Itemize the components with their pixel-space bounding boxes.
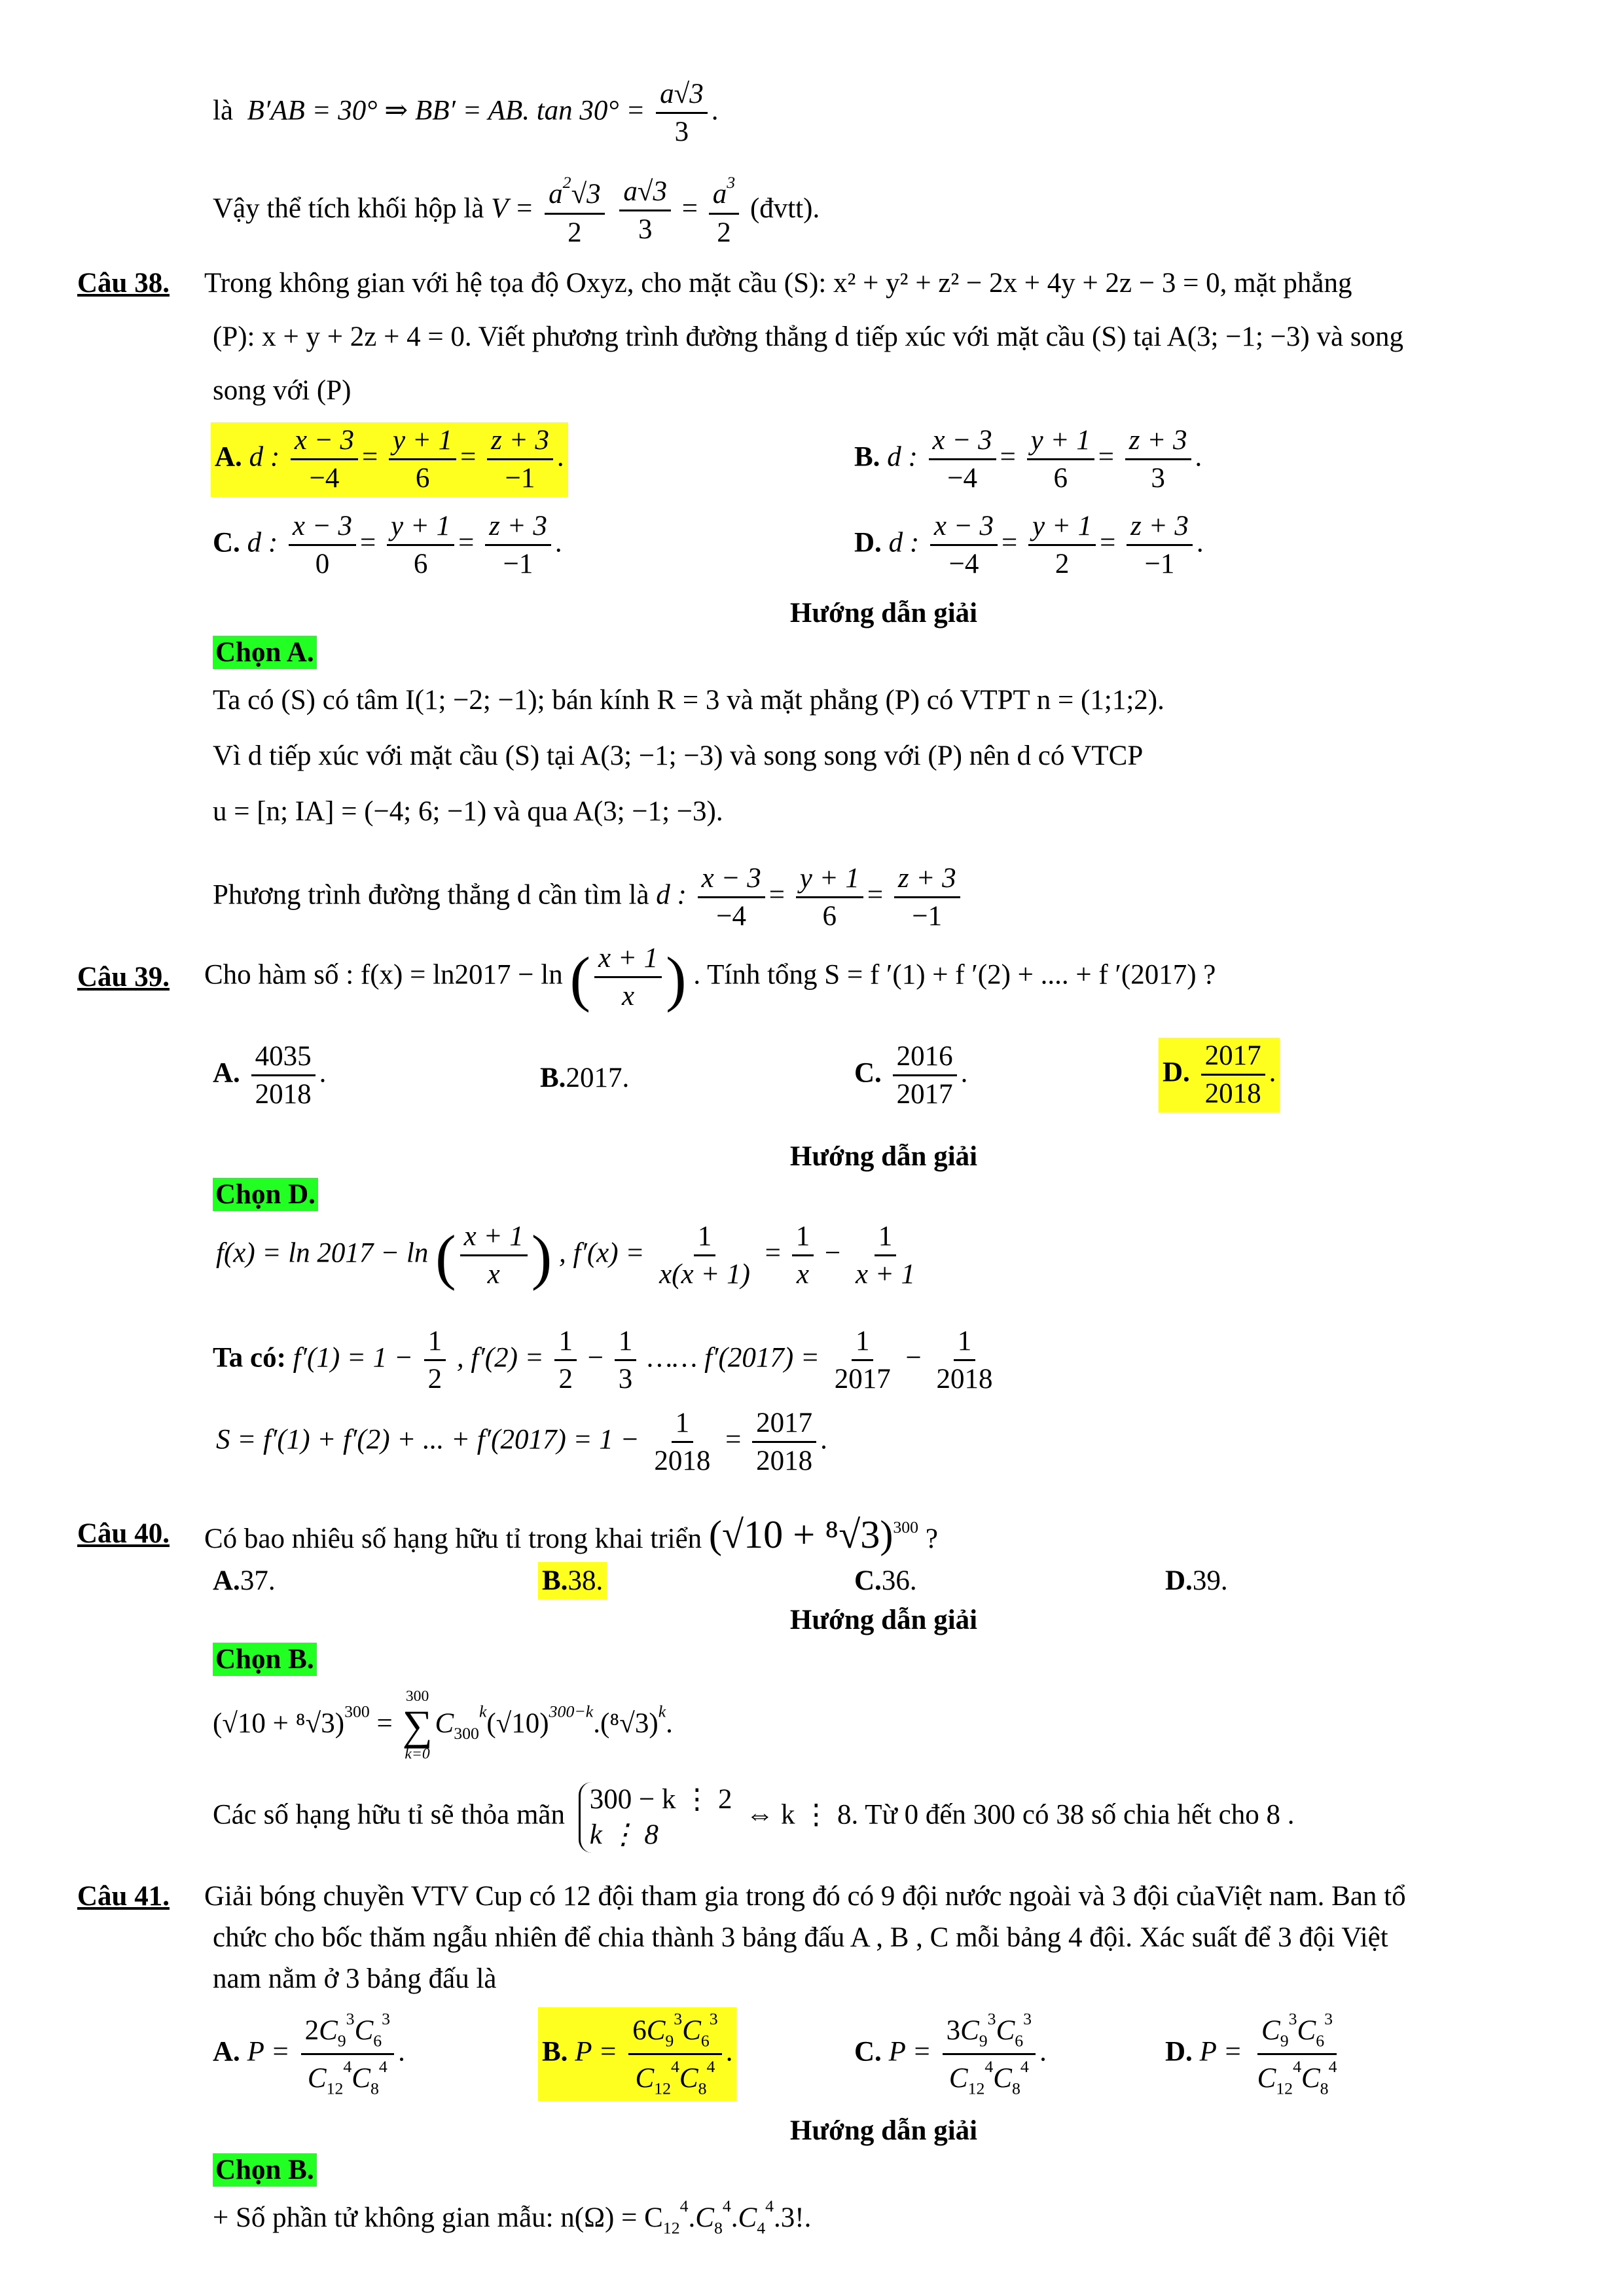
sum-symbol: 300 ∑ k=0 (402, 1688, 433, 1763)
q41-chosen (213, 2154, 317, 2186)
q39-sol-1: f(x) = ln 2017 − ln ( $\frac{x + 1}{x}$ ) , f′(x) = $\frac{1}{x(x + 1)}$ = $\frac{1}{x}$ − $\frac{1}{x + 1}$ (216, 1221, 916, 1292)
q40-text-main: Có bao nhiêu số hạng hữu tỉ trong khai triển (204, 1523, 702, 1554)
intro-fraction (656, 79, 708, 148)
q38c-n2: y + 1 (387, 511, 454, 546)
q40-sys-2: k ⋮ 8 (589, 1819, 659, 1850)
q38a-n3: z + 3 (487, 425, 553, 460)
q39-sol-2-b: , f′(2) = (456, 1342, 544, 1374)
q38-option-c-prefix: d : (247, 527, 278, 558)
q40-chosen (213, 1643, 317, 1675)
q38-option-d-prefix: d : (888, 527, 920, 558)
q38a-n2: y + 1 (389, 425, 456, 460)
q38-chosen (213, 636, 317, 668)
q41-option-c-letter: C. (854, 2036, 882, 2068)
q41-option-a[interactable]: A. P = $\frac{2C_9^3C_6^3}{C_{12}^4C_8^4}$ . (213, 2009, 405, 2098)
q41-option-b-letter: B. (542, 2036, 568, 2068)
q39-label: Câu 39. (77, 962, 170, 993)
q38b-d1: −4 (947, 463, 977, 494)
q38-option-a-prefix: d : (249, 441, 280, 473)
q40-sol-1-tail2: .(⁸√3) (593, 1707, 659, 1739)
q40-option-b[interactable] (538, 1562, 607, 1599)
q38-sol-n3: z + 3 (894, 863, 960, 898)
q38-sol-4-prefix: d : (656, 879, 687, 911)
q39-option-b[interactable] (540, 1062, 629, 1094)
q40-label: Câu 40. (77, 1518, 170, 1549)
intro-prefix: là (213, 95, 234, 126)
q38-option-b-prefix: d : (887, 441, 918, 473)
q39-sol-2-a: f′(1) = 1 − (293, 1342, 413, 1374)
q38b-n1: x − 3 (929, 425, 996, 460)
q41-option-a-letter: A. (213, 2036, 240, 2068)
q41-text-1: Giải bóng chuyền VTV Cup có 12 đội tham gia trong đó có 9 đội nước ngoài và 3 đội củaViệt nam. Ban tổ (204, 1881, 1406, 1912)
q39-frac-den: x (622, 981, 635, 1012)
q41-label: Câu 41. (77, 1881, 170, 1912)
q40-sol-2-a: Các số hạng hữu tỉ sẽ thỏa mãn (213, 1799, 566, 1831)
q38b-n3: z + 3 (1125, 425, 1191, 460)
q38d-n3: z + 3 (1127, 511, 1193, 546)
intro-unit: (đvtt). (749, 192, 820, 224)
q39-sol-2: Ta có: f′(1) = 1 − $\frac{1}{2}$ , f′(2) = $\frac{1}{2}$ − $\frac{1}{3}$ …… f′(2017) = $\frac{1}{2017}$ − $\frac{1}{2018}$ (213, 1326, 993, 1395)
sum-bottom: k=0 (405, 1745, 430, 1763)
q38-sol-4-text: Phương trình đường thẳng d cần tìm là (213, 879, 649, 911)
intro-math: B′AB = 30° ⇒ BB′ = AB. tan 30° = (247, 95, 645, 126)
q41-chosen-label: Chọn B. (213, 2153, 317, 2187)
q38d-n1: x − 3 (930, 511, 998, 546)
q40-sol-2-b: ⇔ k ⋮ 8. Từ 0 đến 300 có 38 số chia hết cho 8 . (746, 1799, 1295, 1831)
sum-top: 300 (405, 1688, 429, 1705)
q38-sol-2: Vì d tiếp xúc với mặt cầu (S) tại A(3; −1; −3) và song song với (P) nên d có VTCP (213, 740, 1144, 771)
q38-option-a-letter: A. (215, 441, 242, 473)
q38-option-a[interactable]: A. d : $\frac{x - 3}{-4}$ = $\frac{y + 1}{6}$ = $\frac{z + 3}{-1}$ . (211, 422, 568, 497)
q39-sol-2-label: Ta có: (213, 1342, 286, 1374)
q39-option-d-letter: D. (1163, 1057, 1190, 1088)
q39-text-b: . Tính tổng S = f ′(1) + f ′(2) + .... + f ′(2017) ? (693, 959, 1216, 991)
q38d-d2: 2 (1055, 549, 1070, 580)
q39d-den: 2018 (1204, 1078, 1261, 1110)
q38-sol-d2: 6 (822, 901, 837, 932)
q38a-n1: x − 3 (291, 425, 358, 460)
q38a-d3: −1 (505, 463, 535, 494)
q39-option-c-letter: C. (854, 1057, 882, 1089)
q41-option-d-letter: D. (1165, 2036, 1193, 2068)
q40-tail: ? (925, 1523, 938, 1554)
q41-sol-1-tail: 3!. (780, 2202, 812, 2234)
q40-option-c[interactable] (854, 1565, 917, 1597)
q38b-d2: 6 (1053, 463, 1068, 494)
q40-sol-2 (213, 1782, 1294, 1853)
q40-option-b-letter: B. (542, 1565, 568, 1596)
q38-sol-n2: y + 1 (796, 863, 863, 898)
q40-sol-1-tail: (√10) (486, 1707, 549, 1739)
q39-option-a-letter: A. (213, 1057, 240, 1089)
q38-option-d-letter: D. (854, 527, 882, 558)
q39-chosen (213, 1178, 318, 1211)
q38c-d3: −1 (503, 549, 533, 580)
q39d-num: 2017 (1201, 1040, 1265, 1076)
q41-option-b[interactable]: B. P = $\frac{6C_9^3C_6^3}{C_{12}^4C_8^4}$ . (538, 2007, 736, 2101)
q38c-n1: x − 3 (289, 511, 356, 546)
q39-sol-1-b: , f′(x) = (559, 1237, 645, 1269)
q39-text-a: Cho hàm số : f(x) = ln2017 − ln (204, 959, 563, 991)
q39-sol-2-c: …… f′(2017) = (647, 1342, 820, 1374)
q39-sol-3-num: 2017 (752, 1408, 816, 1443)
q38-sol-d1: −4 (716, 901, 747, 932)
q39-text: Cho hàm số : f(x) = ln2017 − ln ( $\frac{x + 1}{x}$ ) . Tính tổng S = f ′(1) + f ′(2) + .... + f ′(2017) ? (204, 943, 1216, 1013)
q41b-coef: 6 (632, 2015, 647, 2047)
intro-line-2: Vậy thể tích khối hộp là V = $\frac{a^2√3}{2}$ $\frac{a√3}{3}$ = $\frac{a^3}{2}$ (đvtt). (213, 173, 820, 248)
volume-frac-2: $\frac{a√3}{3}$ (619, 176, 671, 246)
q39-option-a[interactable]: A. $\frac{4035}{2018}$ . (213, 1041, 327, 1110)
q40-option-d-letter: D. (1165, 1565, 1193, 1596)
q40-chosen-label: Chọn B. (213, 1643, 317, 1676)
q38-text-3: song với (P) (213, 375, 352, 406)
q40-option-d-value: 39. (1192, 1565, 1228, 1596)
intro-volume-text: Vậy thể tích khối hộp là (213, 192, 484, 224)
q38c-n3: z + 3 (485, 511, 551, 546)
q38-chosen-label: Chọn A. (213, 636, 317, 669)
q39-sol-3: S = f′(1) + f′(2) + ... + f′(2017) = 1 − $\frac{1}{2018}$ = $\frac{2017}{2018}$ . (216, 1408, 827, 1477)
q38-sol-d3: −1 (912, 901, 943, 932)
q39-option-b-value: 2017. (566, 1063, 630, 1093)
q41a-coef: 2 (304, 2015, 319, 2047)
q38d-n2: y + 1 (1028, 511, 1096, 546)
q40-sol-1-exp: 300 (344, 1702, 370, 1721)
q40-sol-1-c: C (435, 1707, 454, 1739)
q40-option-c-value: 36. (881, 1565, 917, 1596)
q41-sol-1-text: + Số phần tử không gian mẫu: n(Ω) = C (213, 2202, 663, 2234)
q40-option-a-value: 37. (240, 1565, 276, 1596)
q38a-d1: −4 (309, 463, 340, 494)
intro-frac-den: 3 (674, 117, 689, 148)
q39a-den: 2018 (255, 1079, 312, 1110)
q38-option-c-letter: C. (213, 527, 240, 558)
q39-frac-num: x + 1 (594, 943, 662, 978)
q38-sol-3: u = [n; IA] = (−4; 6; −1) và qua A(3; −1; −3). (213, 796, 723, 827)
q38-sol-n1: x − 3 (698, 863, 765, 898)
q41-solution-heading: Hướng dẫn giải (789, 2115, 978, 2146)
q38d-d1: −4 (948, 549, 979, 580)
q38-text-1: Trong không gian với hệ tọa độ Oxyz, cho mặt cầu (S): x² + y² + z² − 2x + 4y + 2z − 3 = 0, mặt phẳng (204, 268, 1352, 299)
q38b-d3: 3 (1151, 463, 1165, 494)
q38-option-b[interactable]: B. d : $\frac{x - 3}{-4}$ = $\frac{y + 1}{6}$ = $\frac{z + 3}{3}$ . (854, 425, 1202, 494)
q41-sol-1: + Số phần tử không gian mẫu: $n(\Omega) = C_{12}^4.C_8^4.C_4^4.3$!. (213, 2196, 812, 2238)
q38-solution-heading: Hướng dẫn giải (789, 598, 978, 629)
q39-option-d[interactable]: D. $\frac{2017}{2018}$ . (1159, 1038, 1280, 1112)
q38-label: Câu 38. (77, 268, 170, 299)
q38-sol-1: Ta có (S) có tâm I(1; −2; −1); bán kính R = 3 và mặt phẳng (P) có VTPT n = (1;1;2). (213, 685, 1164, 716)
q38-sol-4: Phương trình đường thẳng d cần tìm là d : $\frac{x - 3}{-4}$ = $\frac{y + 1}{6}$ = $\frac{z + 3}{-1}$ (213, 863, 964, 932)
q41-text-2: chức cho bốc thăm ngẫu nhiên để chia thành 3 bảng đấu A , B , C mỗi bảng 4 đội. Xác suất để 3 đội Việt (213, 1922, 1388, 1953)
q40-sol-1-tail-exp: 300−k (549, 1702, 594, 1721)
q39c-den: 2017 (896, 1079, 953, 1110)
q38b-n2: y + 1 (1027, 425, 1094, 460)
q40-option-b-value: 38. (568, 1565, 604, 1596)
q39-option-c[interactable]: C. $\frac{2016}{2017}$ . (854, 1041, 968, 1110)
q38d-d3: −1 (1144, 549, 1175, 580)
q41-option-c[interactable]: C. P = $\frac{3C_9^3C_6^3}{C_{12}^4C_8^4}$ . (854, 2009, 1047, 2098)
q40-option-a-letter: A. (213, 1565, 240, 1596)
q40-option-c-letter: C. (854, 1565, 882, 1596)
q40-solution-heading: Hướng dẫn giải (789, 1605, 978, 1635)
q38c-d2: 6 (413, 549, 428, 580)
q39-sol-1-num: 1 (694, 1221, 716, 1256)
q41-text-3: nam nằm ở 3 bảng đấu là (213, 1963, 497, 1994)
q39-option-b-letter: B. (540, 1063, 566, 1093)
q39-sol-3-den: 2018 (756, 1446, 813, 1477)
q40-sol-1-left: (√10 + ⁸√3) (213, 1707, 345, 1739)
volume-frac-3: $\frac{a^3}{2}$ (709, 173, 739, 248)
q40-system (579, 1782, 732, 1853)
q41-option-d[interactable]: D. P = $\frac{C_9^3C_6^3}{C_{12}^4C_8^4}$ (1165, 2009, 1337, 2098)
q38c-d1: 0 (315, 549, 330, 580)
intro-frac-num: a√3 (656, 79, 708, 114)
q39-sol-1-den: x(x + 1) (659, 1259, 750, 1290)
q39-chosen-label: Chọn D. (213, 1178, 318, 1211)
volume-frac-1: $\frac{a^2√3}{2}$ (545, 173, 605, 248)
q39c-num: 2016 (893, 1041, 957, 1076)
q38a-d2: 6 (415, 463, 430, 494)
q39-sol-1-a: f(x) = ln 2017 − ln (216, 1237, 429, 1269)
q40-option-a[interactable] (213, 1565, 276, 1597)
q39-sol-3-a: S = f′(1) + f′(2) + ... + f′(2017) = 1 − (216, 1424, 640, 1455)
q39a-num: 4035 (251, 1041, 316, 1076)
q40-expr: (√10 + ⁸√3) (708, 1513, 893, 1557)
q40-sol-1: $(√10 + ^8√3)^{300}$ = 300 ∑ k=0 $C_{300}^k(√10)^{300-k}.(^8√3)^k$. (213, 1688, 673, 1763)
q38-option-c[interactable]: C. d : $\frac{x - 3}{0}$ = $\frac{y + 1}{6}$ = $\frac{z + 3}{-1}$ . (213, 511, 562, 580)
q40-option-d[interactable] (1165, 1565, 1228, 1597)
q38-option-d[interactable]: D. d : $\frac{x - 3}{-4}$ = $\frac{y + 1}{2}$ = $\frac{z + 3}{-1}$ . (854, 511, 1204, 580)
q39-solution-heading: Hướng dẫn giải (789, 1141, 978, 1172)
q40-exp: 300 (893, 1517, 919, 1537)
q38-option-b-letter: B. (854, 441, 880, 473)
intro-line-1: là B′AB = 30° ⇒ BB′ = AB. tan 30° = $\frac{a√3}{3}$ . (213, 79, 719, 148)
q40-text (204, 1512, 938, 1558)
q41c-coef: 3 (946, 2015, 961, 2047)
q40-sys-1: 300 − k ⋮ 2 (589, 1784, 732, 1815)
q38-text-2: (P): x + y + 2z + 4 = 0. Viết phương trình đường thẳng d tiếp xúc với mặt cầu (S) tại A(3; −1; −3) và song (213, 321, 1404, 352)
